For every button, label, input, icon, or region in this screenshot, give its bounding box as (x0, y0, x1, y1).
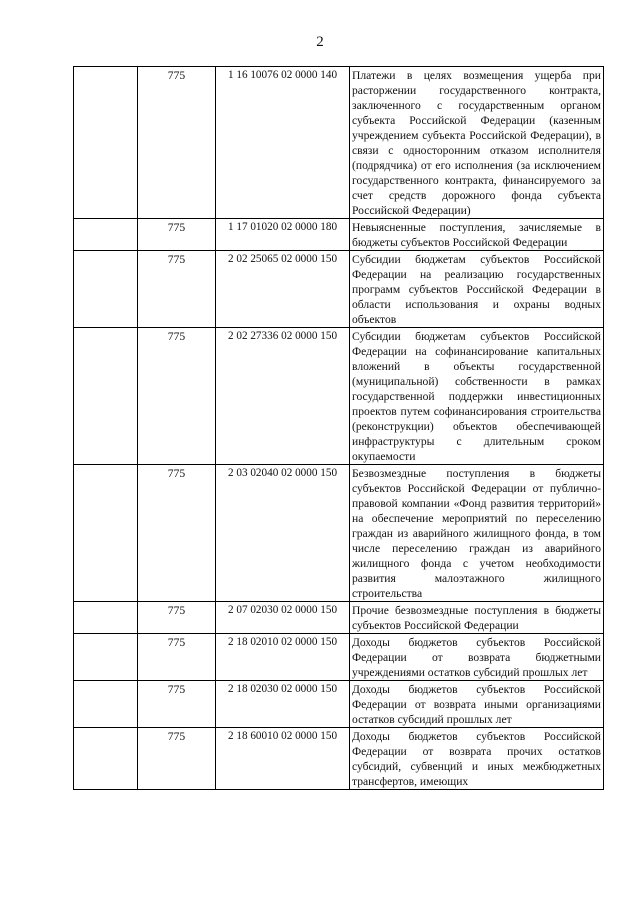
admin-code-cell: 775 (138, 728, 216, 790)
revenue-name-cell: Доходы бюджетов субъектов Российской Федерации от возврата иными организациями остатков субсидий прошлых лет (350, 681, 604, 728)
revenue-name-cell: Доходы бюджетов субъектов Российской Федерации от возврата прочих остатков субсидий, субвенций и иных межбюджетных трансфертов, имеющих (350, 728, 604, 790)
revenue-name-cell: Доходы бюджетов субъектов Российской Федерации от возврата бюджетными учреждениями остатков субсидий прошлых лет (350, 634, 604, 681)
kbk-code-cell: 2 02 25065 02 0000 150 (216, 251, 350, 328)
kbk-code-cell: 2 07 02030 02 0000 150 (216, 602, 350, 634)
table-row (74, 219, 604, 251)
kbk-code-cell: 2 18 02010 02 0000 150 (216, 634, 350, 681)
kbk-code-cell: 1 16 10076 02 0000 140 (216, 67, 350, 219)
admin-code-cell: 775 (138, 634, 216, 681)
table-row (74, 67, 604, 219)
empty-cell (74, 328, 138, 465)
kbk-code-cell: 2 18 02030 02 0000 150 (216, 681, 350, 728)
empty-cell (74, 681, 138, 728)
admin-code-cell: 775 (138, 219, 216, 251)
empty-cell (74, 67, 138, 219)
revenue-name-cell: Прочие безвозмездные поступления в бюджеты субъектов Российской Федерации (350, 602, 604, 634)
revenue-name-cell: Субсидии бюджетам субъектов Российской Федерации на софинансирование капитальных вложений в объекты государственной (муниципальной) собственности в рамках государственной поддержки инвестиционных проектов путем софинансирования строительства (реконструкции) объектов обеспечивающей инфраструктуры с длительным сроком окупаемости (350, 328, 604, 465)
revenue-codes-table (73, 66, 604, 790)
admin-code-cell: 775 (138, 602, 216, 634)
kbk-code-cell: 1 17 01020 02 0000 180 (216, 219, 350, 251)
table-row (74, 681, 604, 728)
table-row (74, 465, 604, 602)
revenue-name-cell: Безвозмездные поступления в бюджеты субъектов Российской Федерации от публично-правовой компании «Фонд развития территорий» на обеспечение мероприятий по переселению граждан из аварийного жилищного фонда, в том числе переселению граждан из аварийного жилищного фонда с учетом необходимости развития малоэтажного жилищного строительства (350, 465, 604, 602)
revenue-name-cell: Невыясненные поступления, зачисляемые в бюджеты субъектов Российской Федерации (350, 219, 604, 251)
kbk-code-cell: 2 18 60010 02 0000 150 (216, 728, 350, 790)
revenue-name-cell: Платежи в целях возмещения ущерба при расторжении государственного контракта, заключенного с государственным органом субъекта Российской Федерации (казенным учреждением субъекта Российской Федерации), в связи с односторонним отказом исполнителя (подрядчика) от его исполнения (за исключением государственного контракта, финансируемого за счет средств дорожного фонда субъекта Российской Федерации) (350, 67, 604, 219)
admin-code-cell: 775 (138, 251, 216, 328)
kbk-code-cell: 2 02 27336 02 0000 150 (216, 328, 350, 465)
page-number: 2 (316, 34, 324, 50)
empty-cell (74, 728, 138, 790)
empty-cell (74, 602, 138, 634)
table-row (74, 328, 604, 465)
admin-code-cell: 775 (138, 465, 216, 602)
empty-cell (74, 251, 138, 328)
revenue-name-cell: Субсидии бюджетам субъектов Российской Федерации на реализацию государственных программ субъектов Российской Федерации в области использования и охраны водных объектов (350, 251, 604, 328)
empty-cell (74, 219, 138, 251)
empty-cell (74, 634, 138, 681)
empty-cell (74, 465, 138, 602)
table-row (74, 728, 604, 790)
table-row (74, 251, 604, 328)
table-row (74, 634, 604, 681)
admin-code-cell: 775 (138, 67, 216, 219)
table-row (74, 602, 604, 634)
admin-code-cell: 775 (138, 681, 216, 728)
admin-code-cell: 775 (138, 328, 216, 465)
kbk-code-cell: 2 03 02040 02 0000 150 (216, 465, 350, 602)
